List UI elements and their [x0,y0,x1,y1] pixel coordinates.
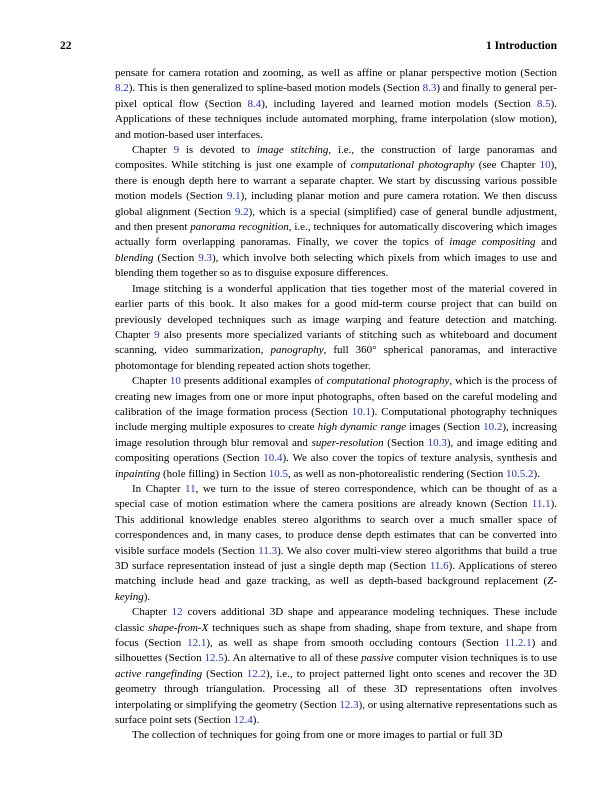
section-link[interactable]: 12.5 [204,652,224,665]
section-link[interactable]: 10.5.2 [506,467,534,480]
paragraph: The collection of techniques for going from one or more images to partial or full 3D [132,729,503,742]
page-number: 22 [60,40,72,52]
section-link[interactable]: 10.5 [268,467,288,480]
paragraph: In Chapter 11, we turn to the issue of stereo correspondence, which can be thought of as a special case of motion estimation where the camera positions are already known (Section 11.1). This additional knowledge enables stereo algorithms to search over a much smaller space of correspondences and, in many cases, to produce dense depth estimates that can be converted into visible surface models (Section 11.3). We also cover multi-view stereo algorithms that build a true 3D surface representation instead of just a single depth map (Section 11.6). Applications of stereo matching include head and gaze tracking, as well as depth-based background replacement (Z-keying). [115,482,557,603]
italic-term: panography [270,344,324,357]
section-link[interactable]: 10.3 [427,436,447,449]
section-link[interactable]: 11.3 [258,544,278,557]
italic-term: computational photography [350,159,475,172]
italic-term: panorama recognition [190,221,289,234]
section-link[interactable]: 10.2 [483,421,503,434]
italic-term: Z-keying [115,575,557,603]
section-link[interactable]: 10.1 [351,405,371,418]
section-link[interactable]: 9 [173,144,180,157]
section-link[interactable]: 11.6 [429,560,449,572]
italic-term: inpainting [115,467,161,480]
section-link[interactable]: 8.2 [115,82,129,95]
section-link[interactable]: 12.3 [339,698,359,711]
paragraph: Image stitching is a wonderful application that ties together most of the material covered in earlier parts of this book. It also makes for a good mid-term course project that can build on previously developed techniques such as image warping and feature detection and matching. Chapter 9 also presents more specialized variants of stitching such as whiteboard and document scanning, video summarization, panography, full 360° spherical panoramas, and interactive photomontage for blending repeated action shots together. [115,282,558,372]
section-link[interactable]: 11.1 [531,498,551,511]
section-link[interactable]: 9.2 [234,205,249,218]
section-link[interactable]: 10.4 [263,452,283,465]
italic-term: shape-from-X [148,621,209,634]
italic-term: blending [115,251,154,264]
italic-term: high dynamic range [317,421,407,434]
page-header [60,40,557,52]
paragraph: pensate for camera rotation and zooming, as well as affine or planar perspective motion (Section 8.2). This is then generalized to spline-based motion models (Section 8.3) and finally to general per-pixel optical flow (Section 8.4), including layered and learned motion models (Section 8.5). Applications of these techniques include automated morphing, frame interpolation (slow motion), and motion-based user interfaces. [115,67,557,141]
paragraph: Chapter 12 covers additional 3D shape and appearance modeling techniques. These include classic shape-from-X techniques such as shape from shading, shape from texture, and shape from focus (Section 12.1), as well as shape from smooth occluding contours (Section 11.2.1) and silhouettes (Section 12.5). An alternative to all of these passive computer vision techniques is to use active rangefinding (Section 12.2), i.e., to project patterned light onto scenes and recover the 3D geometry through triangulation. Processing all of these 3D representations often involves interpolating or simplifying the geometry (Section 12.3), or using alternative representations such as surface point sets (Section 12.4). [115,606,558,727]
section-link[interactable]: 10 [169,375,181,388]
italic-term: super-resolution [311,436,384,449]
italic-term: passive [361,652,394,665]
section-link[interactable]: 12.2 [246,667,267,680]
section-link[interactable]: 12 [171,606,183,619]
italic-term: computational photography [326,375,450,388]
section-link[interactable]: 9.3 [198,251,212,264]
italic-term: image stitching [256,144,329,157]
section-link[interactable]: 11 [185,482,196,495]
section-link[interactable]: 8.4 [247,97,262,110]
section-link[interactable]: 8.3 [422,82,437,95]
italic-term: active rangefinding [115,667,203,680]
running-head: 1 Introduction [485,40,557,52]
section-link[interactable]: 12.1 [187,637,207,650]
italic-term: image compositing [449,236,536,249]
paragraph: Chapter 9 is devoted to image stitching, i.e., the construction of large panoramas and composites. While stitching is just one example of computational photography (see Chapter 10), there is enough depth here to warrant a separate chapter. We start by discussing various possible motion models (Section 9.1), including planar motion and pure camera rotation. We then discuss global alignment (Section 9.2), which is a special (simplified) case of general bundle adjustment, and then present panorama recognition, i.e., techniques for automatically discovering which images actually form overlapping panoramas. Finally, we cover the topics of image compositing and blending (Section 9.3), which involve both selecting which pixels from which images to use and blending them together so as to disguise exposure differences. [115,144,558,280]
section-link[interactable]: 11.2.1 [504,637,532,650]
section-link[interactable]: 9.1 [226,190,241,203]
section-link[interactable]: 10 [539,159,551,172]
page-body [115,66,557,744]
section-link[interactable]: 8.5 [536,97,551,110]
paragraph: Chapter 10 presents additional examples of computational photography, which is the process of creating new images from one or more input photographs, often based on the careful modeling and calibration of the image formation process (Section 10.1). Computational photography techniques include merging multiple exposures to create high dynamic range images (Section 10.2), increasing image resolution through blur removal and super-resolution (Section 10.3), and image editing and compositing operations (Section 10.4). We also cover the topics of texture analysis, synthesis and inpainting (hole filling) in Section 10.5, as well as non-photorealistic rendering (Section 10.5.2). [115,375,558,480]
section-link[interactable]: 9 [154,328,160,341]
section-link[interactable]: 12.4 [233,714,253,727]
